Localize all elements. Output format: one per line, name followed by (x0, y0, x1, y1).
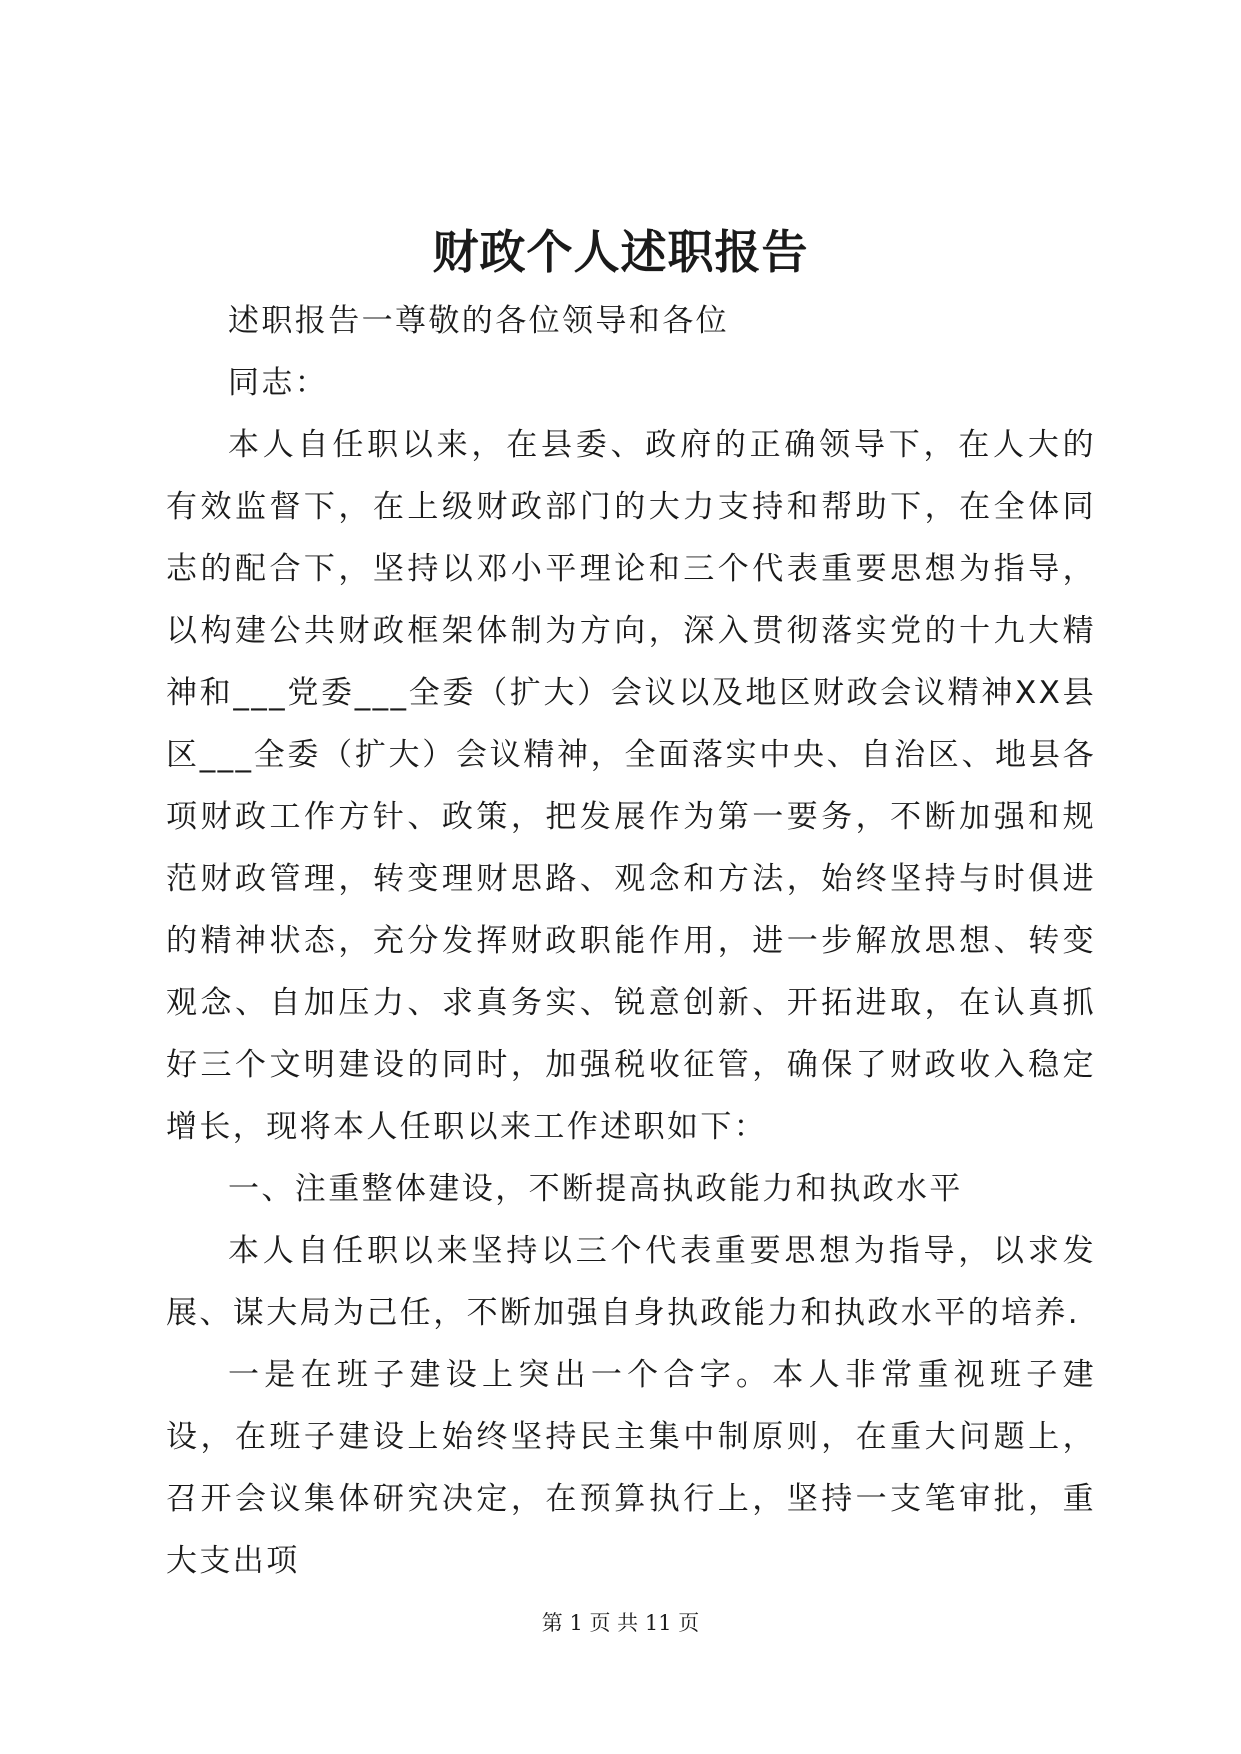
paragraph-salutation: 述职报告一尊敬的各位领导和各位 (228, 303, 729, 339)
document-title: 财政个人述职报告 (432, 225, 809, 279)
paragraph-address: 同志： (228, 365, 329, 401)
page-footer: 第 1 页 共 11 页 (541, 1611, 700, 1635)
document-body (166, 290, 1096, 1592)
section-heading: 一、注重整体建设，不断提高执政能力和执政水平 (228, 1171, 963, 1207)
paragraph-point-one: 一是在班子建设上突出一个合字。本人非常重视班子建设，在班子建设上始终坚持民主集中制原则，在重大问题上，召开会议集体研究决定，在预算执行上，坚持一支笔审批，重大支出项 (166, 1357, 1096, 1579)
paragraph-section-intro: 本人自任职以来坚持以三个代表重要思想为指导，以求发展、谋大局为己任，不断加强自身执政能力和执政水平的培养. (166, 1233, 1096, 1331)
paragraph-intro: 本人自任职以来，在县委、政府的正确领导下，在人大的有效监督下，在上级财政部门的大力支持和帮助下，在全体同志的配合下，坚持以邓小平理论和三个代表重要思想为指导，以构建公共财政框架体制为方向，深入贯彻落实党的十九大精神和___党委___全委（扩大）会议以及地区财政会议精神XX县区___全委（扩大）会议精神，全面落实中央、自治区、地县各项财政工作方针、政策，把发展作为第一要务，不断加强和规范财政管理，转变理财思路、观念和方法，始终坚持与时俱进的精神状态，充分发挥财政职能作用，进一步解放思想、转变观念、自加压力、求真务实、锐意创新、开拓进取，在认真抓好三个文明建设的同时，加强税收征管，确保了财政收入稳定增长，现将本人任职以来工作述职如下： (166, 427, 1096, 1145)
